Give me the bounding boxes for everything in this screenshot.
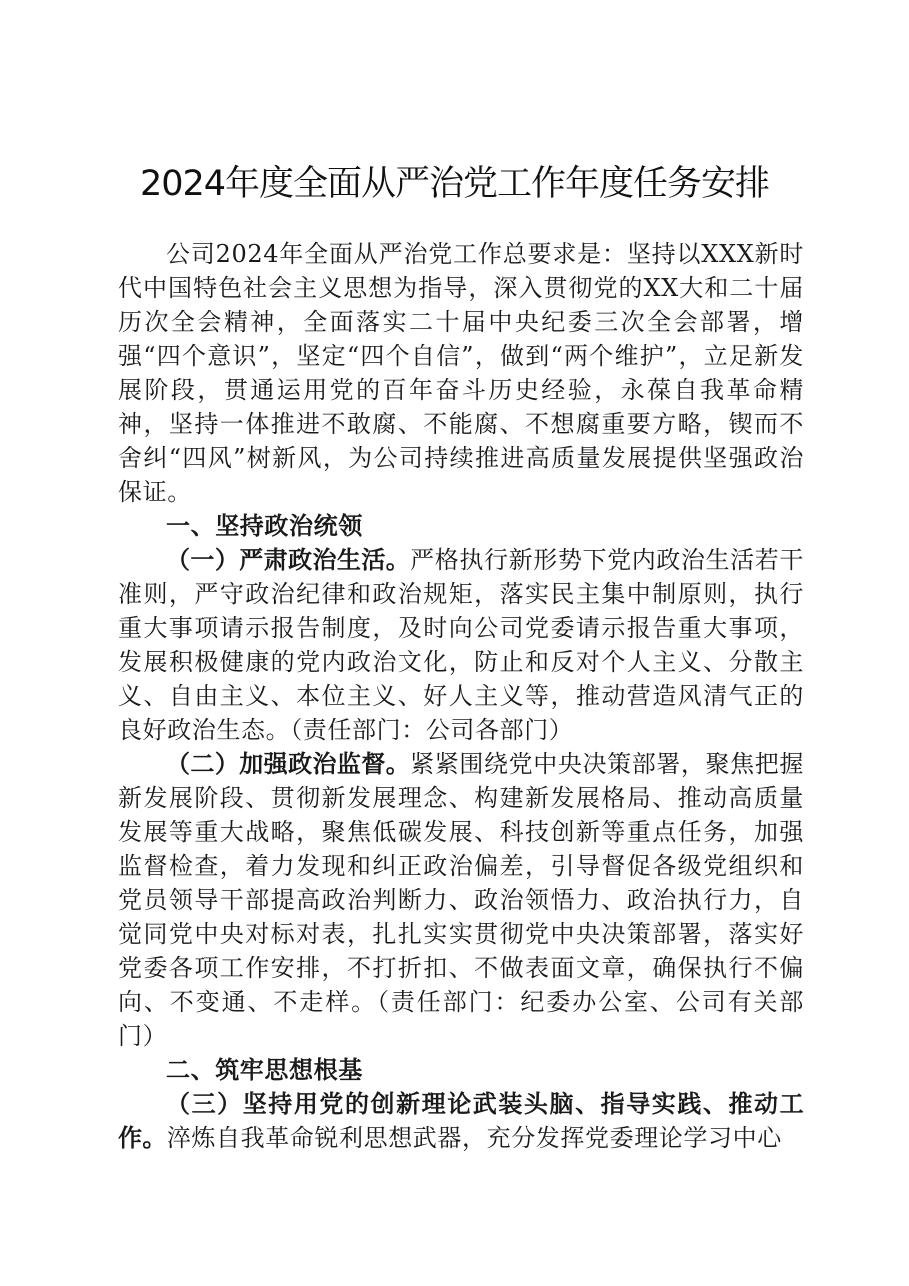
- item-paragraph-2: [118, 747, 804, 1053]
- section-heading-2: 二、筑牢思想根基: [166, 1056, 363, 1084]
- document-title: 2024年度全面从严治党工作年度任务安排: [139, 164, 770, 204]
- intro-paragraph: 公司2024年全面从严治党工作总要求是：坚持以XXX新时代中国特色社会主义思想为指导，深入贯彻党的XX大和二十届历次全会精神，全面落实二十届中央纪委三次全会部署，增强“四个意识”，坚定“四个自信”，做到“两个维护”，立足新发展阶段，贯通运用党的百年奋斗历史经验，永葆自我革命精神，坚持一体推进不敢腐、不能腐、不想腐重要方略，锲而不舍纠“四风”树新风，为公司持续推进高质量发展提供坚强政治保证。: [118, 240, 804, 506]
- item-lead-1: （一）严肃政治生活。: [166, 546, 411, 574]
- document-body: [118, 237, 804, 1155]
- section-heading-1: 一、坚持政治统领: [166, 512, 363, 540]
- item-lead-2: （二）加强政治监督。: [166, 750, 411, 778]
- item-text-2: 紧紧围绕党中央决策部署，聚焦把握新发展阶段、贯彻新发展理念、构建新发展格局、推动高质量发展等重大战略，聚焦低碳发展、科技创新等重点任务，加强监督检查，着力发现和纠正政治偏差，引导督促各级党组织和党员领导干部提高政治判断力、政治领悟力、政治执行力，自觉同党中央对标对表，扎扎实实贯彻党中央决策部署，落实好党委各项工作安排，不打折扣、不做表面文章，确保执行不偏向、不变通、不走样。（责任部门：纪委办公室、公司有关部门）: [118, 750, 804, 1050]
- item-paragraph-3: [118, 1087, 804, 1155]
- item-lead-3: （三）坚持用党的创新理论武装头脑、指导实践、推动工作。: [118, 1090, 804, 1152]
- item-text-1: 严格执行新形势下党内政治生活若干准则，严守政治纪律和政治规矩，落实民主集中制原则，执行重大事项请示报告制度，及时向公司党委请示报告重大事项，发展积极健康的党内政治文化，防止和反对个人主义、分散主义、自由主义、本位主义、好人主义等，推动营造风清气正的良好政治生态。（责任部门：公司各部门）: [118, 546, 804, 744]
- item-paragraph-1: [118, 543, 804, 747]
- item-text-3: 淬炼自我革命锐利思想武器，充分发挥党委理论学习中心: [166, 1124, 782, 1152]
